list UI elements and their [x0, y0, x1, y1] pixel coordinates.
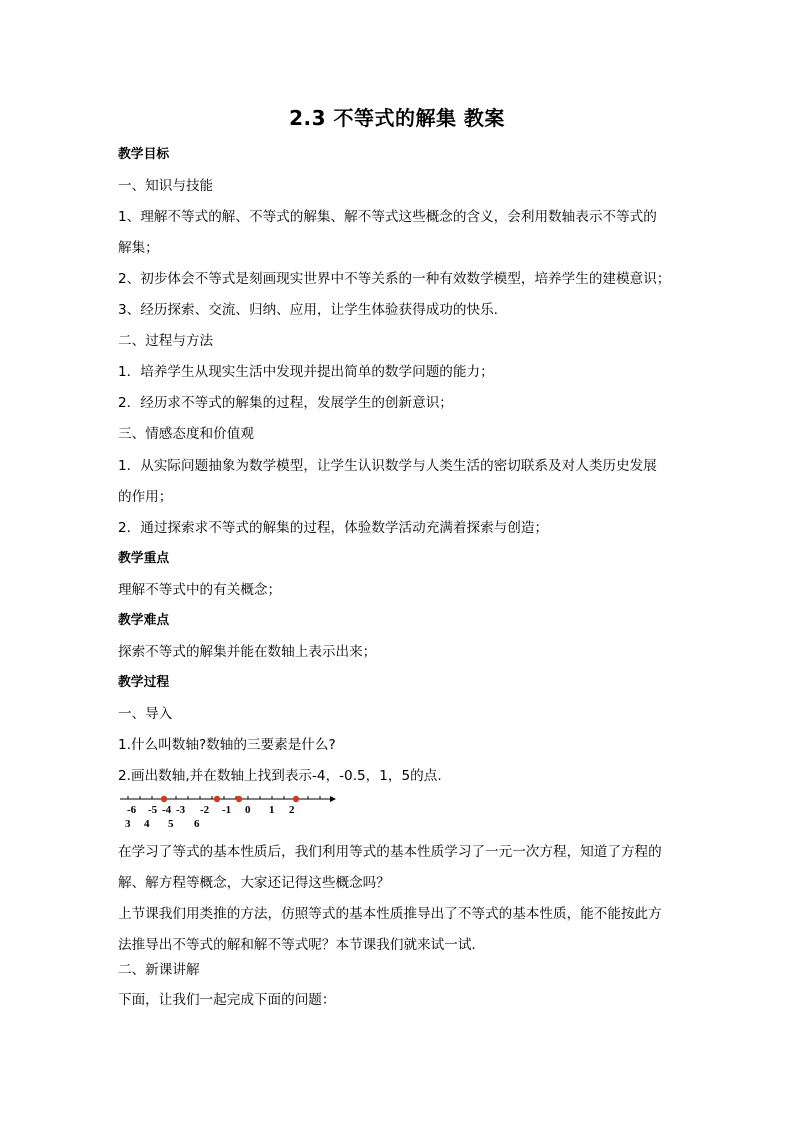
number-line-label: -4 — [162, 804, 172, 816]
heading-key-points: 教学重点 — [118, 551, 170, 566]
paragraph-line: 2、初步体会不等式是刻画现实世界中不等关系的一种有效数学模型，培养学生的建模意识； — [118, 271, 671, 287]
paragraph-line: 2．通过探索求不等式的解集的过程，体验数学活动充满着探索与创造； — [118, 520, 549, 536]
number-line-point — [214, 796, 220, 802]
page-title: 2.3 不等式的解集 教案 — [289, 106, 505, 130]
paragraph-line: 的作用； — [118, 489, 173, 505]
number-line-label: 2 — [289, 804, 295, 816]
paragraph-line: 探索不等式的解集并能在数轴上表示出来； — [118, 644, 377, 660]
heading-teaching-goals: 教学目标 — [118, 147, 170, 162]
number-line-label: 6 — [194, 818, 200, 830]
paragraph-line: 2．经历求不等式的解集的过程，发展学生的创新意识； — [118, 395, 453, 411]
number-line-label: 5 — [168, 818, 174, 830]
number-line-label: 0 — [245, 804, 251, 816]
paragraph-line: 2.画出数轴,并在数轴上找到表示-4，-0.5，1，5的点. — [118, 768, 442, 784]
section-introduction: 一、导入 — [118, 706, 173, 722]
number-line-arrow-icon — [330, 796, 336, 802]
paragraph-line: 理解不等式中的有关概念； — [118, 582, 282, 598]
paragraph-line: 1、理解不等式的解、不等式的解集、解不等式这些概念的含义，会利用数轴表示不等式的 — [118, 209, 657, 225]
heading-difficulties: 教学难点 — [118, 613, 170, 628]
number-line-point — [293, 796, 299, 802]
number-line-label: 1 — [269, 804, 275, 816]
heading-teaching-process: 教学过程 — [118, 675, 170, 690]
number-line-label: -2 — [200, 804, 210, 816]
number-line-label: 4 — [144, 818, 150, 830]
paragraph-line: 1．从实际问题抽象为数学模型，让学生认识数学与人类生活的密切联系及对人类历史发展 — [118, 458, 657, 474]
section-new-lesson: 二、新课讲解 — [118, 962, 200, 978]
number-line-point — [236, 796, 242, 802]
section-knowledge-skills: 一、知识与技能 — [118, 178, 214, 194]
paragraph-line: 1.什么叫数轴?数轴的三要素是什么? — [118, 737, 336, 753]
paragraph-line: 1．培养学生从现实生活中发现并提出简单的数学问题的能力； — [118, 364, 494, 380]
number-line-figure — [118, 788, 348, 832]
number-line-label: -5 — [148, 804, 158, 816]
paragraph-line: 3、经历探索、交流、归纳、应用，让学生体验获得成功的快乐. — [118, 302, 498, 318]
paragraph-line: 在学习了等式的基本性质后，我们利用等式的基本性质学习了一元一次方程，知道了方程的 — [118, 844, 662, 860]
section-process-method: 二、过程与方法 — [118, 333, 214, 349]
section-emotion-values: 三、情感态度和价值观 — [118, 426, 254, 442]
number-line-point — [161, 796, 167, 802]
number-line-label: -1 — [222, 804, 232, 816]
paragraph-line: 下面，让我们一起完成下面的问题： — [118, 992, 336, 1008]
paragraph-line: 解集； — [118, 240, 159, 256]
number-line-label: -6 — [127, 804, 137, 816]
paragraph-line: 解、解方程等概念，大家还记得这些概念吗？ — [118, 875, 390, 891]
number-line-label: -3 — [176, 804, 186, 816]
paragraph-line: 上节课我们用类推的方法，仿照等式的基本性质推导出了不等式的基本性质，能不能按此方 — [118, 906, 662, 922]
number-line-label: 3 — [125, 818, 131, 830]
paragraph-line: 法推导出不等式的解和解不等式呢？本节课我们就来试一试. — [118, 937, 476, 953]
